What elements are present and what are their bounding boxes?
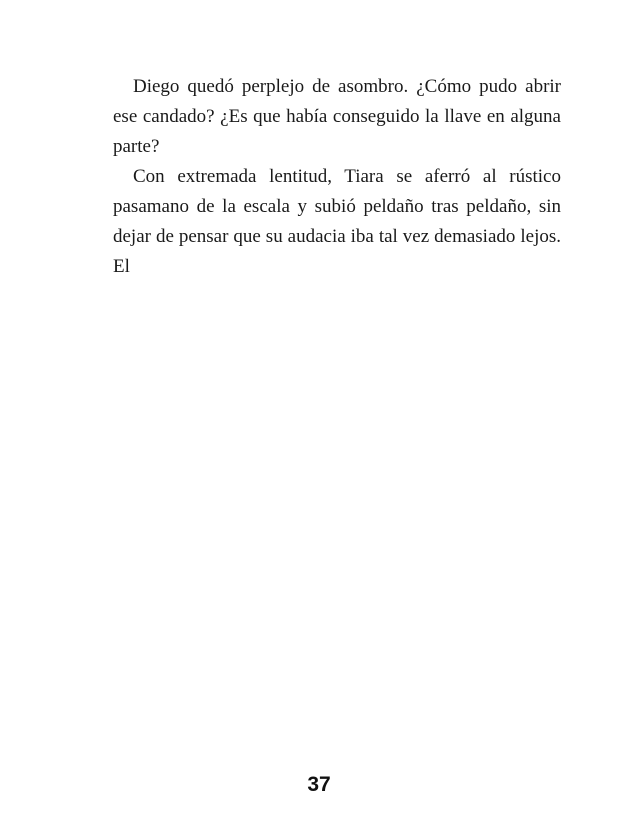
page-number: 37 — [307, 773, 331, 796]
paragraph-1: Diego quedó perplejo de asombro. ¿Cómo pudo abrir ese candado? ¿Es que había conseguido la llave en alguna parte? — [113, 76, 561, 157]
page-text-body — [113, 72, 561, 282]
paragraph-2: Con extremada lentitud, Tiara se aferró al rústico pasamano de la escala y subió peldaño tras peldaño, sin dejar de pensar que su audacia iba tal vez demasiado lejos. El — [113, 166, 561, 277]
